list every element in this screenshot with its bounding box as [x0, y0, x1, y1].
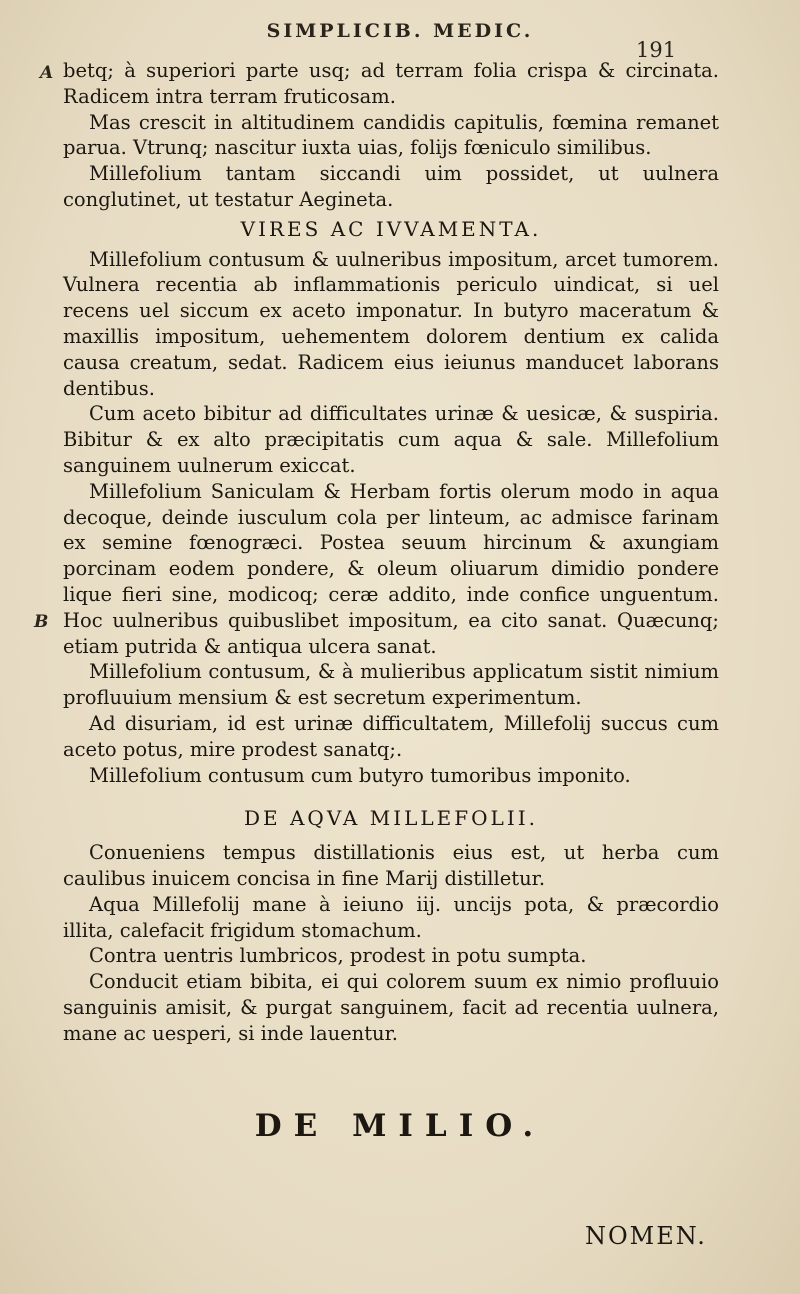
- aqua-paragraph: Aqua Millefolij mane à ieiuno iij. uncijs pota, & præcordio illita, calefacit frigidum stomachum.: [63, 892, 719, 942]
- vires-paragraph: Millefolium contusum, & à mulieribus applicatum sistit nimium profluuium mensium & est secretum experimentum.: [63, 660, 719, 710]
- main-text: [63, 58, 719, 1046]
- vires-paragraph: Millefolium Saniculam & Herbam fortis olerum modo in aqua decoque, deinde iusculum cola per linteum, ac admisce farinam ex semine fœnogræci. Postea seuum hircinum & axungiam porcinam eodem pondere, & oleum oliuarum dimidio pondere lique fieri sine, modicoq; ceræ addito, inde confice unguentum. Hoc uulneribus quibuslibet impositum, ea cito sanat. Quæcunq; etiam putrida & antiqua ulcera sanat.: [63, 479, 719, 658]
- margin-mark-a: A: [40, 63, 54, 83]
- section-heading-vires: VIRES AC IVVAMENTA.: [240, 216, 542, 241]
- intro-paragraph: betq; à superiori parte usq; ad terram folia crispa & circinata. Radicem intra terram fruticosam.: [63, 59, 719, 108]
- page-number: 191: [636, 38, 677, 62]
- vires-paragraph: Cum aceto bibitur ad difficultates urinæ & uesicæ, & suspiria. Bibitur & ex alto præcipitatis cum aqua & sale. Millefolium sanguinem uulnerum exiccat.: [63, 402, 719, 477]
- catchword: NOMEN.: [585, 1222, 707, 1250]
- margin-mark-b: B: [34, 612, 49, 632]
- vires-paragraph: Ad disuriam, id est urinæ difficultatem, Millefolij succus cum aceto potus, mire prodest sanatq;.: [63, 711, 719, 761]
- running-head: SIMPLICIB. MEDIC.: [266, 20, 534, 42]
- aqua-paragraph: Conducit etiam bibita, ei qui colorem suum ex nimio profluuio sanguinis amisit, & purgat sanguinem, facit ad recentia uulnera, mane ac uesperi, si inde lauentur.: [63, 970, 719, 1045]
- aqua-paragraph: Contra uentris lumbricos, prodest in potu sumpta.: [89, 944, 587, 968]
- section-heading-aqua: DE AQVA MILLEFOLII.: [244, 806, 538, 831]
- intro-paragraph: Millefolium tantam siccandi uim possidet, ut uulnera conglutinet, ut testatur Aegineta.: [63, 162, 719, 211]
- vires-paragraph: Millefolium contusum cum butyro tumoribus imponito.: [89, 763, 631, 787]
- aqua-paragraph: Conueniens tempus distillationis eius est, ut herba cum caulibus inuicem concisa in fine Marij distilletur.: [63, 841, 719, 890]
- intro-paragraph: Mas crescit in altitudinem candidis capitulis, fœmina remanet parua. Vtrunq; nascitur iuxta uias, folijs fœniculo similibus.: [63, 110, 719, 160]
- chapter-heading: DE MILIO.: [254, 1108, 546, 1144]
- vires-paragraph: Millefolium contusum & uulneribus impositum, arcet tumorem. Vulnera recentia ab inflammationis periculo uindicat, si uel recens uel siccum ex aceto imponatur. In butyro maceratum & maxillis impositum, uehementem dolorem dentium ex calida causa creatum, sedat. Radicem eius ieiunus manducet laborans dentibus.: [63, 247, 719, 400]
